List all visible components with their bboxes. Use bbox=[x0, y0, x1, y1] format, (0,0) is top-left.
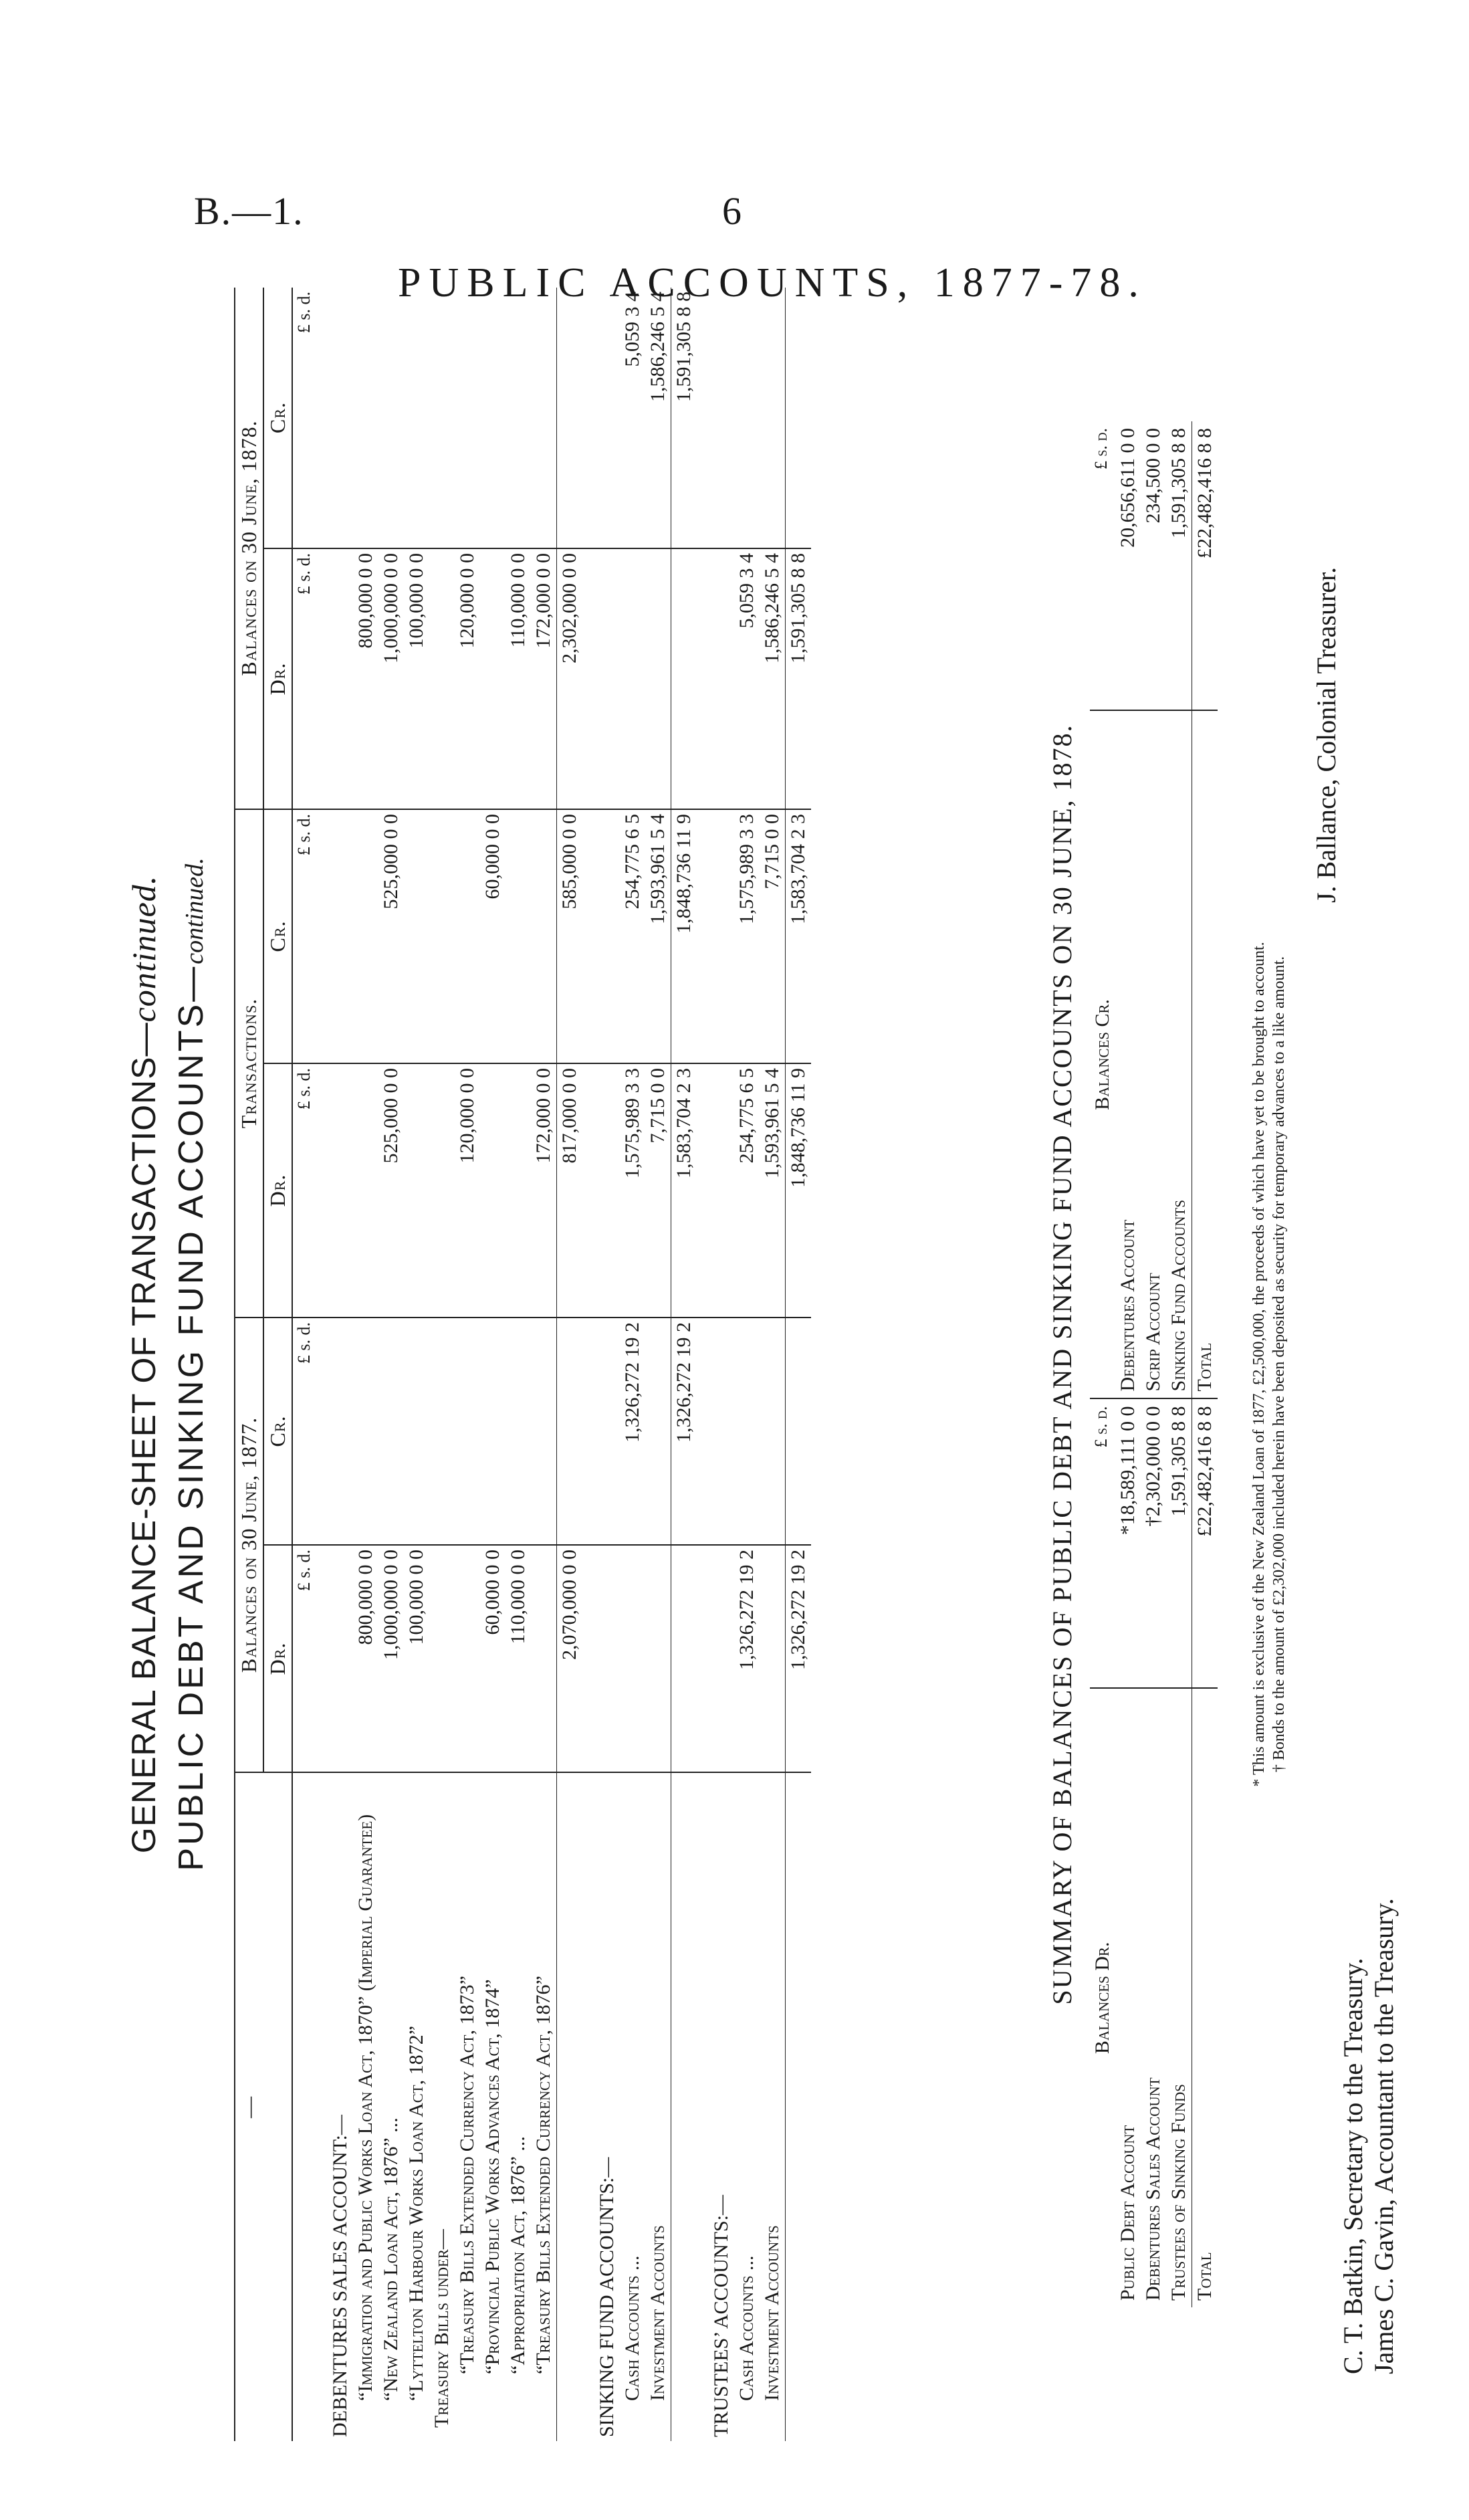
table-row bbox=[429, 288, 455, 2441]
amount-cell: 100,000 0 0 bbox=[404, 548, 429, 809]
rotated-balance-sheet bbox=[120, 288, 1404, 2441]
running-title: PUBLIC ACCOUNTS, 1877-78. bbox=[398, 260, 1147, 306]
summary-cr-total: £22,482,416 8 8 bbox=[1192, 421, 1218, 710]
amount-cell: 1,326,272 19 2 bbox=[734, 1545, 760, 1772]
amount-cell: 172,000 0 0 bbox=[531, 1063, 557, 1318]
amount-cell: 1,000,000 0 0 bbox=[378, 548, 404, 809]
summary-cr-value: 20,656,611 0 0 bbox=[1115, 421, 1141, 710]
summary-cr-label: Scrip Account bbox=[1141, 710, 1166, 1398]
amount-cell bbox=[480, 1318, 505, 1545]
amount-cell: 60,000 0 0 bbox=[480, 809, 505, 1063]
amount-cell: 5,059 3 4 bbox=[734, 548, 760, 809]
summary-cr-label: Debentures Account bbox=[1115, 710, 1141, 1398]
table-row bbox=[531, 288, 557, 2441]
table-row bbox=[760, 288, 786, 2441]
amount-cell: 120,000 0 0 bbox=[455, 1063, 480, 1318]
amount-cell bbox=[620, 548, 645, 809]
summary-body bbox=[1115, 421, 1218, 2307]
amount-cell bbox=[455, 1545, 480, 1772]
summary-dr-value: *18,589,111 0 0 bbox=[1115, 1398, 1141, 1687]
section-total-row bbox=[786, 288, 812, 2441]
row-label: Investment Accounts bbox=[761, 2225, 783, 2401]
row-label: Cash Accounts ... bbox=[621, 2255, 643, 2401]
amount-cell: 7,715 0 0 bbox=[760, 809, 786, 1063]
amount-cell bbox=[404, 288, 429, 548]
amount-cell bbox=[645, 1318, 671, 1545]
amount-cell bbox=[404, 1063, 429, 1318]
amount-cell bbox=[353, 809, 378, 1063]
amount-cell: 1,000,000 0 0 bbox=[378, 1545, 404, 1772]
summary-table bbox=[1090, 421, 1218, 2307]
total-cell: 2,070,000 0 0 bbox=[557, 1545, 583, 1772]
amount-cell: 1,593,961 5 4 bbox=[760, 1063, 786, 1318]
summary-dr-label: Public Debt Account bbox=[1117, 2125, 1139, 2301]
amount-cell bbox=[455, 1318, 480, 1545]
amount-cell: 254,775 6 5 bbox=[734, 1063, 760, 1318]
section-total-row bbox=[557, 288, 583, 2441]
summary-dr-total-label: Total bbox=[1192, 1688, 1218, 2307]
table-row bbox=[480, 288, 505, 2441]
unit-label: £ s. d. bbox=[292, 288, 316, 548]
total-cell bbox=[786, 1318, 812, 1545]
amount-cell bbox=[531, 809, 557, 1063]
total-cell: 2,302,000 0 0 bbox=[557, 548, 583, 809]
total-cell: 1,583,704 2 3 bbox=[786, 809, 812, 1063]
unit-label: £ s. d. bbox=[292, 809, 316, 1063]
header-dr: Dr. bbox=[263, 548, 292, 809]
amount-cell bbox=[455, 288, 480, 548]
amount-cell: 172,000 0 0 bbox=[531, 548, 557, 809]
row-label: “Immigration and Public Works Loan Act, 1870” (Imperial Guarantee) bbox=[354, 1814, 376, 2401]
table-row bbox=[404, 288, 429, 2441]
summary-dr-value: †2,302,000 0 0 bbox=[1141, 1398, 1166, 1687]
amount-cell: 110,000 0 0 bbox=[505, 548, 531, 809]
summary-total-row bbox=[1192, 421, 1218, 2307]
summary-cr-header: Balances Cr. bbox=[1090, 710, 1115, 1398]
row-label: “Treasury Bills Extended Currency Act, 1876” bbox=[532, 1976, 554, 2374]
summary-dr-label: Trustees of Sinking Funds bbox=[1167, 2084, 1190, 2301]
header-cr: Cr. bbox=[263, 1318, 292, 1545]
page-code: B.—1. bbox=[194, 189, 304, 233]
total-cell: 585,000 0 0 bbox=[557, 809, 583, 1063]
total-cell: 1,848,736 11 9 bbox=[786, 1063, 812, 1318]
total-cell: 1,591,305 8 8 bbox=[786, 548, 812, 809]
amount-cell: 525,000 0 0 bbox=[378, 809, 404, 1063]
amount-cell bbox=[378, 288, 404, 548]
header-bal1878: Balances on 30 June, 1878. bbox=[235, 288, 263, 809]
footnote: * This amount is exclusive of the New Zealand Loan of 1877, £2,500,000, the proceeds of which have yet to be brought to account. bbox=[1250, 942, 1268, 1787]
summary-dr-total: £22,482,416 8 8 bbox=[1192, 1398, 1218, 1687]
row-label: “Appropriation Act, 1876” ... bbox=[507, 2136, 529, 2374]
summary-cr-total-label: Total bbox=[1192, 710, 1218, 1398]
amount-cell bbox=[760, 288, 786, 548]
amount-cell: 120,000 0 0 bbox=[455, 548, 480, 809]
amount-cell: 1,575,989 3 3 bbox=[620, 1063, 645, 1318]
summary-dr-header: Balances Dr. bbox=[1091, 1941, 1113, 2055]
header-bal1877: Balances on 30 June, 1877. bbox=[235, 1318, 263, 1772]
table-row bbox=[734, 288, 760, 2441]
total-cell: 817,000 0 0 bbox=[557, 1063, 583, 1318]
amount-cell bbox=[505, 1063, 531, 1318]
amount-cell bbox=[353, 1318, 378, 1545]
row-label: “Treasury Bills Extended Currency Act, 1873” bbox=[456, 1976, 478, 2374]
row-label: Treasury Bills under— bbox=[431, 2229, 453, 2428]
sheet-title: GENERAL BALANCE-SHEET OF TRANSACTIONS—continued. bbox=[125, 875, 162, 1854]
header-cr: Cr. bbox=[263, 288, 292, 548]
amount-cell bbox=[480, 1063, 505, 1318]
amount-cell bbox=[734, 1318, 760, 1545]
summary-cr-value: 234,500 0 0 bbox=[1141, 421, 1166, 710]
amount-cell bbox=[760, 1545, 786, 1772]
amount-cell bbox=[480, 288, 505, 548]
total-cell: 1,583,704 2 3 bbox=[671, 1063, 697, 1318]
amount-cell bbox=[645, 548, 671, 809]
table-row bbox=[645, 288, 671, 2441]
total-cell bbox=[671, 548, 697, 809]
table-row bbox=[620, 288, 645, 2441]
row-label: “Lyttelton Harbour Works Loan Act, 1872” bbox=[405, 2026, 427, 2401]
amount-cell bbox=[378, 1318, 404, 1545]
summary-row bbox=[1166, 421, 1192, 2307]
amount-cell: 800,000 0 0 bbox=[353, 1545, 378, 1772]
amount-cell bbox=[429, 1063, 455, 1318]
amount-cell: 254,775 6 5 bbox=[620, 809, 645, 1063]
total-cell: 1,326,272 19 2 bbox=[786, 1545, 812, 1772]
amount-cell bbox=[505, 1318, 531, 1545]
amount-cell bbox=[429, 1545, 455, 1772]
unit-label: £ s. d. bbox=[292, 1318, 316, 1545]
table-row bbox=[353, 288, 378, 2441]
amount-cell bbox=[455, 809, 480, 1063]
signature-accountant: James C. Gavin, Accountant to the Treasury. bbox=[1369, 1898, 1399, 2374]
amount-cell: 525,000 0 0 bbox=[378, 1063, 404, 1318]
signature-treasurer: J. Ballance, Colonial Treasurer. bbox=[1311, 566, 1341, 903]
amount-cell: 800,000 0 0 bbox=[353, 548, 378, 809]
section-title: TRUSTEES’ ACCOUNTS:— bbox=[710, 2195, 732, 2437]
amount-cell: 1,593,961 5 4 bbox=[645, 809, 671, 1063]
row-label: “New Zealand Loan Act, 1876” ... bbox=[380, 2117, 402, 2401]
total-cell bbox=[786, 288, 812, 548]
total-cell: 1,591,305 8 8 bbox=[671, 288, 697, 548]
unit-label: £ s. d. bbox=[1090, 1398, 1115, 1687]
header-dr: Dr. bbox=[263, 1545, 292, 1772]
summary-title: SUMMARY OF BALANCES OF PUBLIC DEBT AND SINKING FUND ACCOUNTS ON 30 JUNE, 1878. bbox=[1047, 724, 1077, 2005]
amount-cell: 5,059 3 4 bbox=[620, 288, 645, 548]
summary-dr-value: 1,591,305 8 8 bbox=[1166, 1398, 1192, 1687]
unit-label: £ s. d. bbox=[292, 548, 316, 809]
table-row bbox=[455, 288, 480, 2441]
amount-cell bbox=[429, 1318, 455, 1545]
amount-cell bbox=[404, 809, 429, 1063]
amount-cell: 110,000 0 0 bbox=[505, 1545, 531, 1772]
amount-cell bbox=[505, 288, 531, 548]
table-row bbox=[505, 288, 531, 2441]
section-title: SINKING FUND ACCOUNTS:— bbox=[596, 2157, 618, 2437]
header-transactions: Transactions. bbox=[235, 809, 263, 1318]
table-body bbox=[316, 288, 811, 2441]
amount-cell bbox=[531, 1545, 557, 1772]
amount-cell bbox=[429, 548, 455, 809]
amount-cell bbox=[531, 1318, 557, 1545]
total-cell bbox=[671, 1545, 697, 1772]
total-cell: 1,848,736 11 9 bbox=[671, 809, 697, 1063]
amount-cell bbox=[429, 809, 455, 1063]
amount-cell: 60,000 0 0 bbox=[480, 1545, 505, 1772]
amount-cell: 1,326,272 19 2 bbox=[620, 1318, 645, 1545]
amount-cell bbox=[734, 288, 760, 548]
balance-table bbox=[234, 288, 811, 2441]
amount-cell bbox=[760, 1318, 786, 1545]
row-label: Cash Accounts ... bbox=[736, 2255, 758, 2401]
amount-cell bbox=[480, 548, 505, 809]
sheet-subtitle: PUBLIC DEBT AND SINKING FUND ACCOUNTS—continued. bbox=[172, 857, 211, 1871]
summary-cr-value: 1,591,305 8 8 bbox=[1166, 421, 1192, 710]
amount-cell: 1,575,989 3 3 bbox=[734, 809, 760, 1063]
section-total-row bbox=[671, 288, 697, 2441]
amount-cell bbox=[353, 288, 378, 548]
header-cr: Cr. bbox=[263, 809, 292, 1063]
summary-cr-label: Sinking Fund Accounts bbox=[1166, 710, 1192, 1398]
amount-cell: 7,715 0 0 bbox=[645, 1063, 671, 1318]
summary-row bbox=[1141, 421, 1166, 2307]
amount-cell bbox=[404, 1318, 429, 1545]
table-row bbox=[378, 288, 404, 2441]
header-dr: Dr. bbox=[263, 1063, 292, 1318]
amount-cell bbox=[429, 288, 455, 548]
amount-cell: 1,586,246 5 4 bbox=[760, 548, 786, 809]
amount-cell bbox=[353, 1063, 378, 1318]
header-blank: — bbox=[235, 1772, 292, 2441]
amount-cell bbox=[645, 1545, 671, 1772]
summary-row bbox=[1115, 421, 1141, 2307]
signature-secretary: C. T. Batkin, Secretary to the Treasury. bbox=[1338, 1958, 1368, 2374]
amount-cell bbox=[505, 809, 531, 1063]
amount-cell: 100,000 0 0 bbox=[404, 1545, 429, 1772]
unit-label: £ s. d. bbox=[292, 1545, 316, 1772]
section-title: DEBENTURES SALES ACCOUNT:— bbox=[329, 2115, 351, 2437]
amount-cell: 1,586,246 5 4 bbox=[645, 288, 671, 548]
summary-dr-label: Debentures Sales Account bbox=[1142, 2077, 1164, 2301]
footnote: † Bonds to the amount of £2,302,000 included herein have been deposited as security for temporary advances to a like amount. bbox=[1270, 956, 1288, 1773]
row-label: “Provincial Public Works Advances Act, 1874” bbox=[481, 1979, 503, 2374]
total-cell: 1,326,272 19 2 bbox=[671, 1318, 697, 1545]
row-label: Investment Accounts bbox=[647, 2225, 669, 2401]
unit-label: £ s. d. bbox=[1090, 421, 1115, 710]
total-cell bbox=[557, 288, 583, 548]
amount-cell bbox=[620, 1545, 645, 1772]
total-cell bbox=[557, 1318, 583, 1545]
amount-cell bbox=[531, 288, 557, 548]
page-number: 6 bbox=[722, 189, 742, 233]
unit-label: £ s. d. bbox=[292, 1063, 316, 1318]
